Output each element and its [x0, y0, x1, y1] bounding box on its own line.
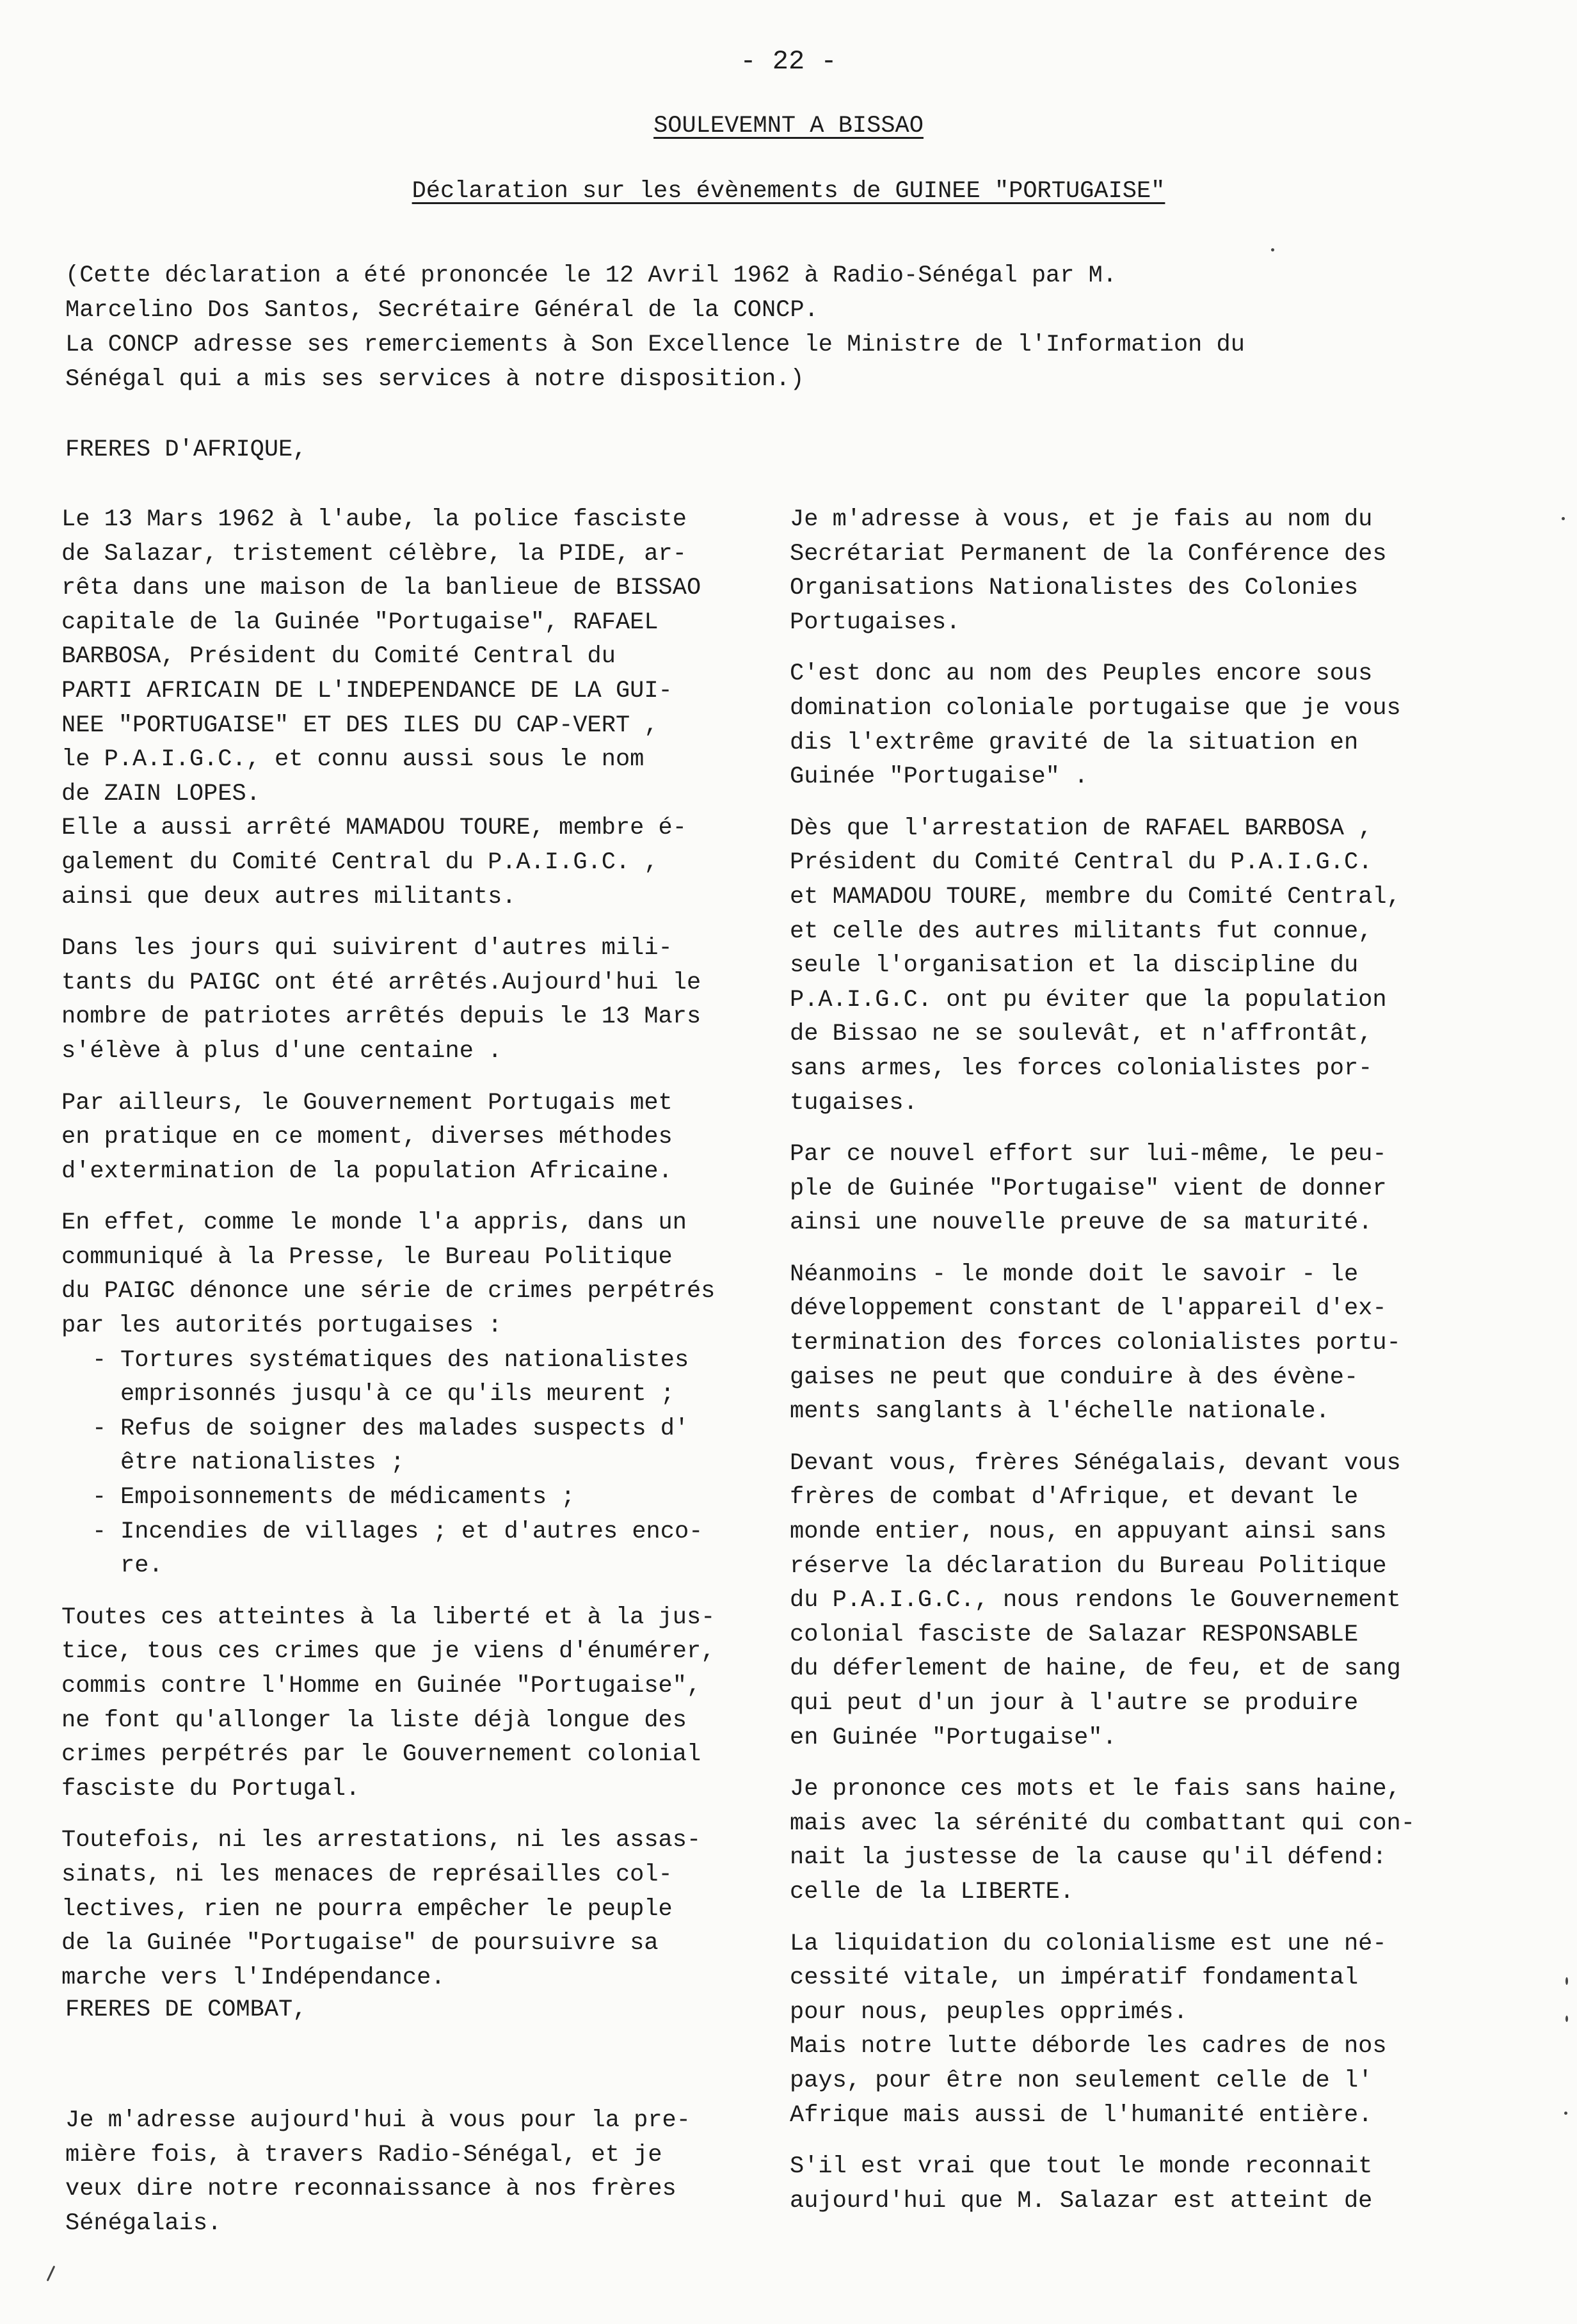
paragraph: Je prononce ces mots et le fais sans haine, mais avec la sérénité du combattant qui con- nait la justesse de la cause qu'il défend: celle de la LIBERTE. — [790, 1776, 1415, 1906]
salutation-freres-afrique: FRERES D'AFRIQUE, — [65, 436, 307, 463]
document-title: SOULEVEMNT A BISSAO — [653, 113, 924, 139]
paragraph: La liquidation du colonialisme est une né- cessité vitale, un impératif fondamental pour nous, peuples opprimés. Mais notre lutte déborde les cadres de nos pays, pour être non seulement celle de l' Afrique mais aussi de l'humanité entière. — [790, 1930, 1387, 2129]
list-item: - Tortures systématiques des nationalistes emprisonnés jusqu'à ce qu'ils meurent ; — [61, 1344, 753, 1412]
paragraph: Le 13 Mars 1962 à l'aube, la police fasciste de Salazar, tristement célèbre, la PIDE, ar- rêta dans une maison de la banlieue de BISSAO capitale de la Guinée "Portugaise", RAFAEL BARBOSA, Président du Comité Central du PARTI AFRICAIN DE L'INDEPENDANCE DE LA GUI- NEE "PORTUGAISE" ET DES ILES DU CAP-VERT , le P.A.I.G.C., et connu aussi sous le nom de ZAIN LOPES. Elle a aussi arrêté MAMADOU TOURE, membre é- galement du Comité Central du P.A.I.G.C. , ainsi que deux autres militants. — [61, 506, 701, 911]
list-item: - Refus de soigner des malades suspects d' être nationalistes ; — [61, 1412, 753, 1481]
left-column — [61, 503, 753, 2012]
page-number: - 22 - — [740, 46, 837, 77]
scan-speck — [1562, 517, 1565, 520]
list-item: - Empoisonnements de médicaments ; — [61, 1481, 753, 1515]
scan-speck — [1565, 1977, 1568, 1985]
scan-speck — [1564, 2112, 1567, 2115]
salutation-freres-combat: FRERES DE COMBAT, — [65, 1996, 307, 2023]
paragraph: S'il est vrai que tout le monde reconnait aujourd'hui que M. Salazar est atteint de — [790, 2153, 1373, 2215]
document-subtitle: Déclaration sur les évènements de GUINEE "PORTUGAISE" — [412, 178, 1165, 205]
paragraph: Je m'adresse à vous, et je fais au nom du Secrétariat Permanent de la Conférence des Organisations Nationalistes des Colonies Portugaises. — [790, 506, 1387, 636]
crimes-list — [61, 1344, 753, 1584]
paragraph: C'est donc au nom des Peuples encore sous domination coloniale portugaise que je vous dis l'extrême gravité de la situation en Guinée "Portugaise" . — [790, 660, 1401, 791]
paragraph: Par ailleurs, le Gouvernement Portugais met en pratique en ce moment, diverses méthodes d'extermination de la population Africaine. — [61, 1089, 673, 1185]
list-item: - Incendies de villages ; et d'autres enco- re. — [61, 1515, 753, 1584]
paragraph: Néanmoins - le monde doit le savoir - le développement constant de l'appareil d'ex- termination des forces colonialistes portu- gaises ne peut que conduire à des évène- ments sanglants à l'échelle nationale. — [790, 1261, 1401, 1426]
scan-speck — [47, 2266, 56, 2282]
paragraph: Devant vous, frères Sénégalais, devant vous frères de combat d'Afrique, et devant le monde entier, nous, en appuyant ainsi sans réserve la déclaration du Bureau Politique du P.A.I.G.C., nous rendons le Gouvernement colonial fasciste de Salazar RESPONSABLE du déferlement de haine, de feu, et de sang qui peut d'un jour à l'autre se produire en Guinée "Portugaise". — [790, 1449, 1401, 1751]
paragraph: Je m'adresse aujourd'hui à vous pour la pre- mière fois, à travers Radio-Sénégal, et je veux dire notre reconnaissance à nos frères Sénégalais. — [65, 2107, 691, 2237]
intro-note: (Cette déclaration a été prononcée le 12 Avril 1962 à Radio-Sénégal par M. Marcelino Dos Santos, Secrétaire Général de la CONCP. La CONCP adresse ses remerciements à Son Excellence le Ministre de l'Information du Sénégal qui a mis ses services à notre disposition.) — [65, 262, 1245, 393]
paragraph: Par ce nouvel effort sur lui-même, le peu- ple de Guinée "Portugaise" vient de donner ainsi une nouvelle preuve de sa maturité. — [790, 1141, 1387, 1237]
paragraph: Dès que l'arrestation de RAFAEL BARBOSA , Président du Comité Central du P.A.I.G.C. et MAMADOU TOURE, membre du Comité Central, et celle des autres militants fut connue, seule l'organisation et la discipline du P.A.I.G.C. ont pu éviter que la population de Bissao ne se soulevât, et n'affrontât, sans armes, les forces colonialistes por- tugaises. — [790, 815, 1401, 1117]
paragraph: En effet, comme le monde l'a appris, dans un communiqué à la Presse, le Bureau Politique du PAIGC dénonce une série de crimes perpétrés par les autorités portugaises : — [61, 1209, 716, 1340]
scan-speck — [1271, 248, 1274, 251]
paragraph: Dans les jours qui suivirent d'autres mili- tants du PAIGC ont été arrêtés.Aujourd'hui le nombre de patriotes arrêtés depuis le 13 Mars s'élève à plus d'une centaine . — [61, 935, 701, 1065]
right-column — [790, 503, 1481, 2236]
paragraph: Toutes ces atteintes à la liberté et à la jus- tice, tous ces crimes que je viens d'énumérer, commis contre l'Homme en Guinée "Portugaise", ne font qu'allonger la liste déjà longue des crimes perpétrés par le Gouvernement colonial fasciste du Portugal. — [61, 1604, 716, 1803]
scan-speck — [1565, 2016, 1568, 2022]
paragraph: Toutefois, ni les arrestations, ni les assas- sinats, ni les menaces de représailles col- lectives, rien ne pourra empêcher le peuple de la Guinée "Portugaise" de poursuivre sa marche vers l'Indépendance. — [61, 1827, 701, 1991]
